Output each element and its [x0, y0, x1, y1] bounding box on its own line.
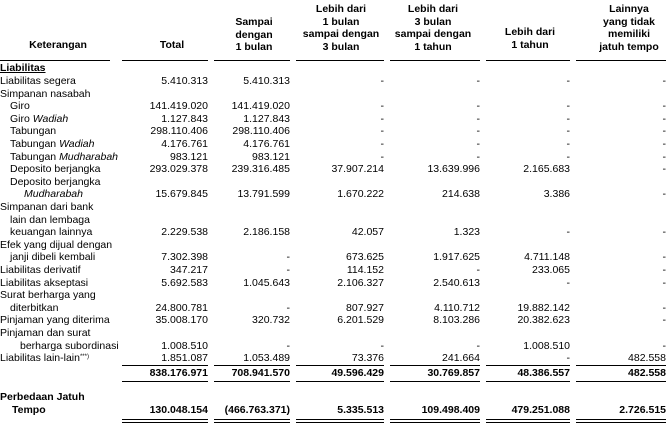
row-value: -: [566, 226, 570, 239]
row-value: -: [662, 339, 666, 352]
row-value: 1.008.510: [161, 339, 208, 352]
total-line-c0: [122, 365, 208, 366]
header-lainnya: Lainnya yang tidak memiliki jatuh tempo: [599, 3, 659, 53]
row-value: 73.376: [351, 352, 384, 365]
row-value: 1.127.843: [161, 112, 208, 125]
row-value: -: [286, 339, 290, 352]
row-value: 673.625: [346, 251, 384, 264]
row-label: [10, 176, 100, 189]
row-value: -: [476, 150, 480, 163]
row-value: 233.065: [532, 264, 570, 276]
row-label: [10, 125, 56, 138]
gap-label-tempo: Tempo: [12, 404, 46, 416]
row-value: -: [286, 301, 290, 314]
row-label-text: Tabungan: [10, 150, 57, 163]
row-value: -: [476, 264, 480, 276]
row-label-text: Giro: [10, 112, 30, 125]
row-value: -: [662, 163, 666, 176]
gap-double-line-c5a: [576, 419, 666, 420]
table-row: [0, 239, 668, 252]
row-label-text: Tabungan: [10, 138, 57, 150]
row-value: -: [566, 112, 570, 125]
row-value: -: [476, 339, 480, 352]
row-value: 42.057: [351, 226, 384, 239]
row-value: 1.053.489: [243, 352, 290, 365]
total-value: 48.386.557: [517, 367, 570, 379]
table-row: [0, 214, 668, 227]
row-value: -: [476, 75, 480, 87]
row-label: [0, 239, 112, 252]
row-label-text: Giro: [10, 100, 30, 113]
header-total: Total: [159, 38, 185, 51]
row-value: 15.679.845: [155, 188, 208, 201]
row-value: 347.217: [170, 264, 208, 276]
row-value: 2.229.538: [161, 226, 208, 239]
row-label-text: diterbitkan: [10, 301, 59, 314]
row-label-text: lain dan lembaga: [10, 213, 90, 226]
table-row: [0, 226, 668, 239]
gap-double-line-c1a: [214, 419, 290, 420]
row-value: 4.711.148: [524, 251, 570, 264]
row-label-text: berharga subordinasi: [20, 339, 119, 352]
row-label: [0, 327, 90, 340]
table-row: [0, 176, 668, 189]
row-value: 482.558: [628, 352, 666, 365]
row-value: -: [662, 301, 666, 314]
row-value: -: [662, 251, 666, 264]
row-value: -: [566, 138, 570, 150]
gap-double-line-c2a: [296, 419, 384, 420]
row-label: [24, 188, 83, 201]
row-value: -: [380, 138, 384, 150]
row-label-italic: Mudharabah: [24, 188, 83, 201]
row-value: 141.419.020: [231, 100, 290, 113]
row-value: -: [662, 100, 666, 113]
header-lebih-1-tahun: Lebih dari 1 tahun: [504, 26, 556, 51]
total-line-c4: [486, 365, 570, 366]
row-label-text: janji dibeli kembali: [10, 251, 96, 264]
table-row: [0, 113, 668, 126]
row-value: -: [662, 112, 666, 125]
row-value: -: [380, 75, 384, 87]
section-title-row: [0, 62, 668, 75]
row-value: -: [566, 100, 570, 113]
row-value: -: [476, 100, 480, 113]
row-label: [0, 201, 93, 214]
gap-double-line-c0b: [122, 422, 208, 423]
row-label-text: Deposito berjangka: [10, 163, 101, 176]
row-label: [10, 163, 100, 176]
row-label: [10, 100, 30, 113]
row-value: 983.121: [170, 150, 208, 163]
row-label-text: Liabilitas derivatif: [0, 264, 81, 276]
total-line-c5: [576, 365, 666, 366]
row-value: 5.692.583: [161, 276, 208, 289]
row-value: 239.316.485: [231, 163, 290, 176]
row-value: -: [380, 112, 384, 125]
total-value: 30.769.857: [427, 367, 480, 379]
row-value: 5.410.313: [243, 75, 290, 87]
row-value: -: [380, 100, 384, 113]
total-value: 49.596.429: [331, 367, 384, 379]
row-value: -: [662, 75, 666, 87]
row-value: -: [380, 339, 384, 352]
gap-double-line-c2b: [296, 422, 384, 423]
header-sampai-1-bulan: Sampai dengan 1 bulan: [235, 16, 273, 53]
gap-label-row: [0, 391, 668, 404]
total-line-c1: [214, 365, 290, 366]
gap-label: Perbedaan Jatuh: [0, 391, 85, 403]
row-value: 8.103.286: [433, 314, 480, 327]
table-row: [0, 88, 668, 101]
header-1-3-bulan: Lebih dari 1 bulan sampai dengan 3 bulan: [302, 3, 380, 53]
row-value: 1.851.087: [161, 352, 208, 365]
row-label-italic: Mudharabah: [59, 150, 119, 163]
row-value: -: [566, 276, 570, 289]
row-value: -: [380, 150, 384, 163]
row-label: [10, 151, 118, 164]
section-title: Liabilitas: [0, 62, 46, 74]
row-value: -: [662, 226, 666, 239]
row-label-text: Pinjaman dan surat: [0, 327, 91, 339]
row-label: [10, 138, 94, 151]
row-value: 298.110.406: [232, 125, 290, 138]
header-underline-col2: [296, 60, 384, 61]
gap-values-row: [0, 404, 668, 417]
row-value: -: [566, 75, 570, 87]
total-value: 838.176.971: [149, 367, 208, 379]
gap-double-line-c3b: [390, 422, 480, 423]
row-value: 13.791.599: [237, 188, 290, 201]
row-value: 114.152: [346, 264, 384, 276]
row-value: -: [662, 264, 666, 276]
row-label-text: keuangan lainnya: [10, 226, 93, 239]
row-label: [10, 214, 90, 227]
row-value: 320.732: [252, 314, 290, 327]
row-value: 24.800.781: [155, 301, 208, 314]
row-label-text: Pinjaman yang diterima: [0, 314, 110, 327]
row-label-text: Surat berharga yang: [0, 289, 96, 302]
row-label: [0, 352, 89, 365]
gap-double-line-c4a: [486, 419, 570, 420]
table-row: [0, 277, 668, 290]
row-value: -: [662, 150, 666, 163]
totals-underline-c5: [576, 381, 666, 382]
row-value: -: [566, 150, 570, 163]
row-value: 2.186.158: [243, 226, 290, 239]
totals-underline-c1: [214, 381, 290, 382]
table-row: [0, 163, 668, 176]
table-row: [0, 264, 668, 277]
row-value: 293.029.378: [149, 163, 208, 176]
row-value: 1.917.625: [433, 251, 480, 264]
row-value: 4.110.712: [434, 301, 480, 314]
header-keterangan: Keterangan: [29, 38, 87, 51]
row-label: [10, 226, 92, 239]
total-value: 482.558: [628, 367, 666, 379]
header-underline-keterangan: [0, 60, 110, 61]
row-value: 6.201.529: [337, 314, 384, 327]
row-value: 1.323: [453, 226, 480, 239]
total-line-c3: [390, 365, 480, 366]
header-underline-total: [122, 60, 208, 61]
row-value: -: [380, 125, 384, 138]
row-label-text: Liabilitas lain-lain: [0, 352, 80, 365]
row-value: 298.110.406: [150, 125, 208, 138]
row-value: 20.382.623: [517, 314, 570, 327]
row-value: 5.410.313: [161, 75, 208, 87]
row-label-text: Tabungan: [10, 125, 57, 138]
gap-value: 109.498.409: [421, 404, 480, 416]
row-value: -: [662, 276, 666, 289]
total-value: 708.941.570: [231, 367, 290, 379]
gap-double-line-c1b: [214, 422, 290, 423]
row-value: 37.907.214: [331, 163, 384, 176]
row-label: [10, 113, 68, 126]
row-value: 807.927: [346, 301, 384, 314]
row-value: 7.302.398: [161, 251, 208, 264]
table-row: [0, 125, 668, 138]
row-value: -: [566, 125, 570, 138]
header-underline-col5: [576, 60, 666, 61]
row-value: 4.176.761: [243, 138, 290, 150]
row-label: [10, 251, 95, 264]
header-underline-col3: [390, 60, 480, 61]
row-label: [0, 88, 91, 101]
gap-value: 5.335.513: [337, 404, 384, 416]
row-value: -: [662, 125, 666, 138]
row-value: 35.008.170: [155, 314, 208, 327]
row-label-italic: Wadiah: [32, 112, 69, 125]
row-value: -: [662, 188, 666, 201]
row-value: -: [566, 352, 570, 365]
row-label-text: Liabilitas segera: [0, 75, 76, 87]
row-value: 13.639.996: [427, 163, 480, 176]
row-value: 3.386: [543, 188, 570, 201]
row-label-footnote-mark: ***): [79, 354, 89, 361]
row-label: [10, 302, 58, 315]
gap-double-line-c0a: [122, 419, 208, 420]
row-value: -: [286, 251, 290, 264]
totals-underline-c3: [390, 381, 480, 382]
row-value: 2.106.327: [337, 276, 384, 289]
row-value: 214.638: [442, 188, 480, 201]
table-row: [0, 340, 668, 353]
table-row: [0, 75, 668, 88]
table-row: [0, 352, 668, 365]
gap-value: 479.251.088: [511, 404, 570, 416]
gap-value: 2.726.515: [619, 404, 666, 416]
row-value: 1.670.222: [337, 188, 384, 201]
row-value: 1.008.510: [523, 339, 570, 352]
table-row: [0, 100, 668, 113]
row-label: [0, 314, 110, 327]
header-underline-col4: [486, 60, 570, 61]
table-row: [0, 201, 668, 214]
row-value: 1.045.643: [243, 276, 290, 289]
gap-double-line-c3a: [390, 419, 480, 420]
table-row: [0, 188, 668, 201]
row-value: -: [476, 125, 480, 138]
row-label-text: Simpanan dari bank: [0, 201, 94, 213]
table-row: [0, 251, 668, 264]
gap-value: 130.048.154: [149, 404, 208, 416]
row-label-text: Deposito berjangka: [10, 175, 101, 188]
header-underline-col1: [214, 60, 290, 61]
totals-underline-c2: [296, 381, 384, 382]
table-row: [0, 138, 668, 151]
row-value: -: [476, 112, 480, 125]
row-label-italic: Wadiah: [59, 138, 95, 150]
row-label: [0, 264, 81, 277]
row-label: [0, 75, 76, 88]
row-label-text: Liabilitas akseptasi: [0, 276, 89, 289]
row-label: [20, 340, 119, 353]
row-value: 4.176.761: [161, 138, 208, 150]
gap-double-line-c4b: [486, 422, 570, 423]
row-label-text: Efek yang dijual dengan: [0, 238, 113, 251]
row-label-text: Simpanan nasabah: [0, 87, 91, 100]
gap-double-line-c5b: [576, 422, 666, 423]
totals-row: [0, 367, 668, 380]
row-value: 2.165.683: [523, 163, 570, 176]
row-label: [0, 277, 88, 290]
row-value: -: [476, 138, 480, 150]
table-row: [0, 314, 668, 327]
row-value: 1.127.843: [243, 112, 290, 125]
row-value: -: [662, 138, 666, 150]
totals-underline-c0: [122, 381, 208, 382]
row-value: 19.882.142: [517, 301, 570, 314]
row-value: 983.121: [252, 150, 290, 163]
row-label: [0, 289, 96, 302]
row-value: -: [662, 314, 666, 327]
header-3-12-bulan: Lebih dari 3 bulan sampai dengan 1 tahun: [394, 3, 472, 53]
row-value: 241.664: [442, 352, 480, 365]
gap-value: (466.763.371): [224, 404, 290, 416]
totals-underline-c4: [486, 381, 570, 382]
table-row: [0, 151, 668, 164]
table-row: [0, 289, 668, 302]
table-row: [0, 302, 668, 315]
row-value: 141.419.020: [149, 100, 208, 113]
table-row: [0, 327, 668, 340]
row-value: 2.540.613: [433, 276, 480, 289]
row-value: -: [286, 264, 290, 276]
total-line-c2: [296, 365, 384, 366]
